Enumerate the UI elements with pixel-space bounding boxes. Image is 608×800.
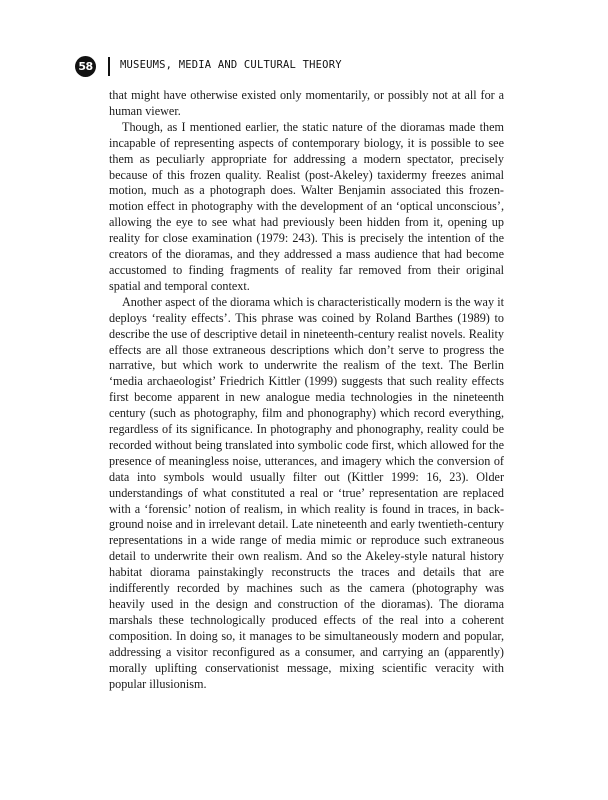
running-header xyxy=(0,52,608,80)
running-head-title: MUSEUMS, MEDIA AND CULTURAL THEORY xyxy=(120,59,342,71)
paragraph-reality-effects: Another aspect of the diorama which is characteristically modern is the way it deploys ‘reality effects’. This phrase was coined by Roland Barthes (1989) to describe the use of descriptive detail in nineteenth-century realist novels. Reality effects are all those extraneous descriptions which don’t serve to progress the narrative, but which work to underwrite the realism of the text. The Berlin ‘media archaeologist’ Friedrich Kittler (1999) suggests that such reality effects first become apparent in new analogue media technologies in the nineteenth century (such as photography, film and phonography) which record everything, regardless of its significance. In photography and phonography, reality could be recorded without being translated into symbolic code first, which allowed for the presence of meaningless noise, utterances, and imagery which the conversion of data into symbols would usually filter out (Kittler 1999: 16, 23). Older understandings of what constituted a real or ‘true’ representation are replaced with a ‘forensic’ notion of realism, in which reality is found in traces, in background noise and in irrelevant detail. Late nineteenth and early twentieth-century representations in a wide range of media mimic or reproduce such extraneous detail to underwrite their own realism. And so the Akeley-style natural history habitat diorama painstakingly reconstructs the traces and details that are indifferently recorded by machines such as the camera (photography was heavily used in the design and construction of the dioramas). The diorama marshals these technologically produced effects of the real into a coherent composition. In doing so, it manages to be simultaneously modern and popular, addressing a visitor reconfigured as a consumer, and carrying an (apparently) morally uplifting conservationist message, mixing scientific veracity with popular illusionism. xyxy=(109,294,504,691)
page-number-badge: 58 xyxy=(75,56,96,77)
paragraph-frozen-quality: Though, as I mentioned earlier, the static nature of the dioramas made them incapable of representing aspects of contemporary biology, it is possible to see them as peculiarly appropriate for addressing a modern spectator, precisely because of this frozen quality. Realist (post-Akeley) taxidermy freezes animal motion, much as a photograph does. Walter Benjamin associated this frozen-motion effect in photography with the development of an ‘optical unconscious’, allowing the eye to see what had previously been hidden from it, opening up reality for close examination (1979: 243). This is precisely the intention of the creators of the dioramas, and they addressed a mass audience that had become accustomed to finding fragments of reality far removed from their original spatial and temporal context. xyxy=(109,119,504,293)
header-divider xyxy=(108,57,110,76)
body-text xyxy=(109,88,504,692)
paragraph-continuation: that might have otherwise existed only momentarily, or possibly not at all for a human viewer. xyxy=(109,88,504,118)
